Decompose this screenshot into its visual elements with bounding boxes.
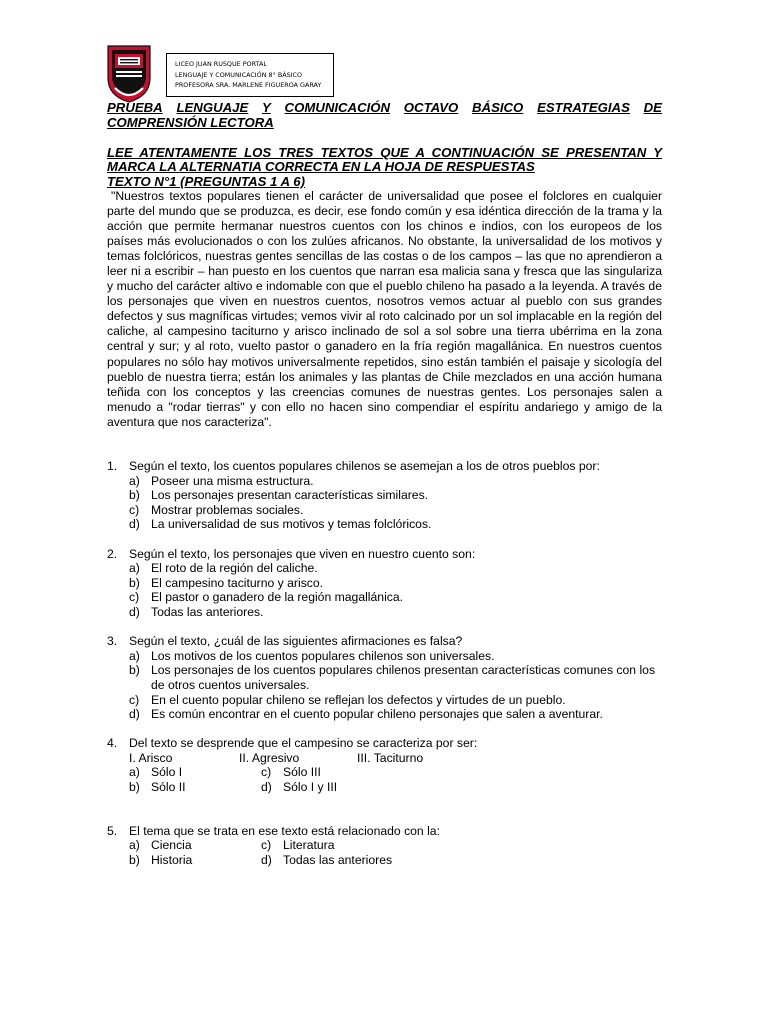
option-text: El roto de la región del caliche.: [151, 561, 318, 576]
subject-line: LENGUAJE Y COMUNICACIÓN 8° BÁSICO: [175, 70, 303, 79]
option-letter: a): [129, 838, 140, 853]
test-title: [107, 100, 662, 130]
school-crest-logo: [106, 44, 152, 104]
roman-item: III. Taciturno: [357, 750, 424, 765]
option-text: Todas las anteriores: [283, 852, 393, 867]
answer-option: [129, 474, 662, 489]
option-text: Sólo III: [283, 765, 321, 780]
option-letter: a): [129, 648, 140, 663]
title-line-2: COMPRENSIÓN LECTORA: [107, 115, 274, 130]
answer-option: [129, 517, 662, 532]
answer-option: [261, 765, 393, 780]
option-text: En el cuento popular chileno se reflejan los defectos y virtudes de un pueblo.: [151, 692, 566, 707]
question-text: Según el texto, los personajes que viven en nuestro cuento son:: [129, 546, 476, 561]
option-text: Es común encontrar en el cuento popular chileno personajes que salen a aventurar.: [151, 707, 603, 722]
question-1: [107, 459, 662, 532]
answer-option: [129, 693, 662, 708]
option-letter: a): [129, 561, 140, 576]
option-text: Mostrar problemas sociales.: [151, 502, 304, 517]
title-word: DE: [643, 100, 662, 115]
question-number: 2.: [107, 546, 118, 561]
option-text: Historia: [151, 852, 193, 867]
answer-option: [261, 780, 393, 795]
option-letter: b): [129, 575, 140, 590]
answer-option: [129, 503, 662, 518]
title-word: BÁSICO: [472, 100, 524, 115]
option-letter: b): [129, 663, 140, 678]
question-text: Del texto se desprende que el campesino se caracteriza por ser:: [129, 736, 478, 751]
option-text: Ciencia: [151, 838, 192, 853]
answer-option: [129, 780, 261, 795]
option-letter: d): [129, 604, 140, 619]
option-text: La universalidad de sus motivos y temas folclóricos.: [151, 517, 432, 532]
roman-statements: [129, 751, 662, 766]
answer-option: [261, 838, 393, 853]
option-text: Los personajes de los cuentos populares chilenos presentan características comunes con los de otros cuentos universales.: [151, 663, 656, 692]
roman-item: II. Agresivo: [239, 750, 300, 765]
answer-option: [129, 488, 662, 503]
option-text: Literatura: [283, 838, 335, 853]
option-letter: d): [129, 707, 140, 722]
question-4: [107, 736, 662, 794]
option-text: Todas las anteriores.: [151, 604, 264, 619]
option-letter: a): [129, 765, 140, 780]
question-2: [107, 547, 662, 620]
option-letter: c): [261, 765, 272, 780]
option-letter: d): [261, 852, 272, 867]
school-name: LICEO JUAN RUSQUE PORTAL: [175, 60, 267, 68]
questions-list: [107, 459, 662, 882]
title-word: COMUNICACIÓN: [284, 100, 391, 115]
question-text: Según el texto, los cuentos populares chilenos se asemejan a los de otros pueblos por:: [129, 459, 600, 473]
question-number: 4.: [107, 736, 118, 751]
option-text: Los motivos de los cuentos populares chilenos son universales.: [151, 648, 495, 663]
question-number: 3.: [107, 634, 118, 649]
question-number: 1.: [107, 459, 118, 473]
answer-option: [129, 561, 662, 576]
title-word: Y: [262, 100, 271, 115]
answer-option: [129, 765, 261, 780]
question-5: [107, 824, 662, 868]
option-letter: b): [129, 852, 140, 867]
reading-passage: "Nuestros textos populares tienen el carácter de universalidad que posee el folclores en cualquier parte del mundo que se produzca, es decir, ese fondo común y esa idéntica dirección de la trama y la acción que permite hermanar nuestros cuentos con los chinos e indios, con los europeos de los países más evolucionados o con los zulúes africanos. No obstante, la universalidad de los motivos y temas folclóricos, nuestras gentes sencillas de las costas o de los campos – las que no aprendieron a leer ni a escribir – han puesto en los cuentos que narran esa malicia sana y fresca que las singulariza y mucho del carácter altivo e indomable con que el pueblo chileno ha pasado a la leyenda. A través de los personajes que viven en nuestros cuentos, nosotros vemos actuar al pueblo con sus grandes defectos y sus magníficas virtudes; vemos vivir al roto calcinado por un sol implacable en la región del caliche, al campesino taciturno y arisco inclinado de sol a sol sobre una tierra ubérrima en la zona central y sur; y al roto, vuelto pastor o ganadero en la fría región magallánica. En nuestros cuentos populares no sólo hay motivos universalmente repetidos, sino están también el paisaje y sicología del pueblo de nuestra tierra; están los animales y las plantas de Chile mezclados en una acción humana teñida con los conceptos y las creencias comunes de nuestras gentes. Los personajes salen a menudo a "rodar tierras" y con ello no hacen sino compendiar el espíritu andariego y amigo de la aventura que nos caracteriza".: [107, 189, 662, 429]
answer-option: [129, 590, 662, 605]
title-word: LENGUAJE: [176, 100, 249, 115]
roman-item: I. Arisco: [129, 750, 173, 765]
option-letter: c): [129, 502, 140, 517]
answer-option: [129, 576, 662, 591]
question-3: [107, 634, 662, 722]
option-text: Sólo II: [151, 780, 186, 795]
answer-option: [129, 707, 662, 722]
option-letter: b): [129, 780, 140, 795]
option-text: El pastor o ganadero de la región magallánica.: [151, 590, 404, 605]
option-text: Los personajes presentan características similares.: [151, 488, 429, 503]
text-section-label: TEXTO N°1 (PREGUNTAS 1 A 6): [107, 174, 305, 189]
answer-option: [129, 838, 261, 853]
question-text: Según el texto, ¿cuál de las siguientes afirmaciones es falsa?: [129, 634, 463, 649]
school-header-box: [166, 53, 334, 97]
question-text: El tema que se trata en ese texto está relacionado con la:: [129, 823, 440, 838]
option-letter: c): [129, 692, 140, 707]
option-letter: c): [129, 590, 140, 605]
answer-option: [261, 853, 393, 868]
answer-option: [129, 853, 261, 868]
answer-option: [129, 663, 662, 692]
option-text: El campesino taciturno y arisco.: [151, 575, 324, 590]
instructions: LEE ATENTAMENTE LOS TRES TEXTOS QUE A CONTINUACIÓN SE PRESENTAN Y MARCA LA ALTERNATIA CORRECTA EN LA HOJA DE RESPUESTAS: [107, 145, 662, 174]
question-number: 5.: [107, 823, 118, 838]
option-text: Sólo I: [151, 765, 183, 780]
title-word: OCTAVO: [403, 100, 459, 115]
option-letter: d): [261, 780, 272, 795]
option-letter: c): [261, 838, 272, 853]
teacher-line: PROFESORA SRA. MARLENE FIGUEROA GARAY: [175, 81, 322, 89]
option-text: Sólo I y III: [283, 780, 338, 795]
option-letter: d): [129, 517, 140, 532]
option-letter: b): [129, 488, 140, 503]
answer-option: [129, 649, 662, 664]
title-line-1: [107, 100, 662, 115]
option-letter: a): [129, 473, 140, 488]
option-text: Poseer una misma estructura.: [151, 473, 314, 488]
title-word: PRUEBA: [107, 100, 163, 115]
title-word: ESTRATEGIAS: [537, 100, 630, 115]
answer-option: [129, 605, 662, 620]
